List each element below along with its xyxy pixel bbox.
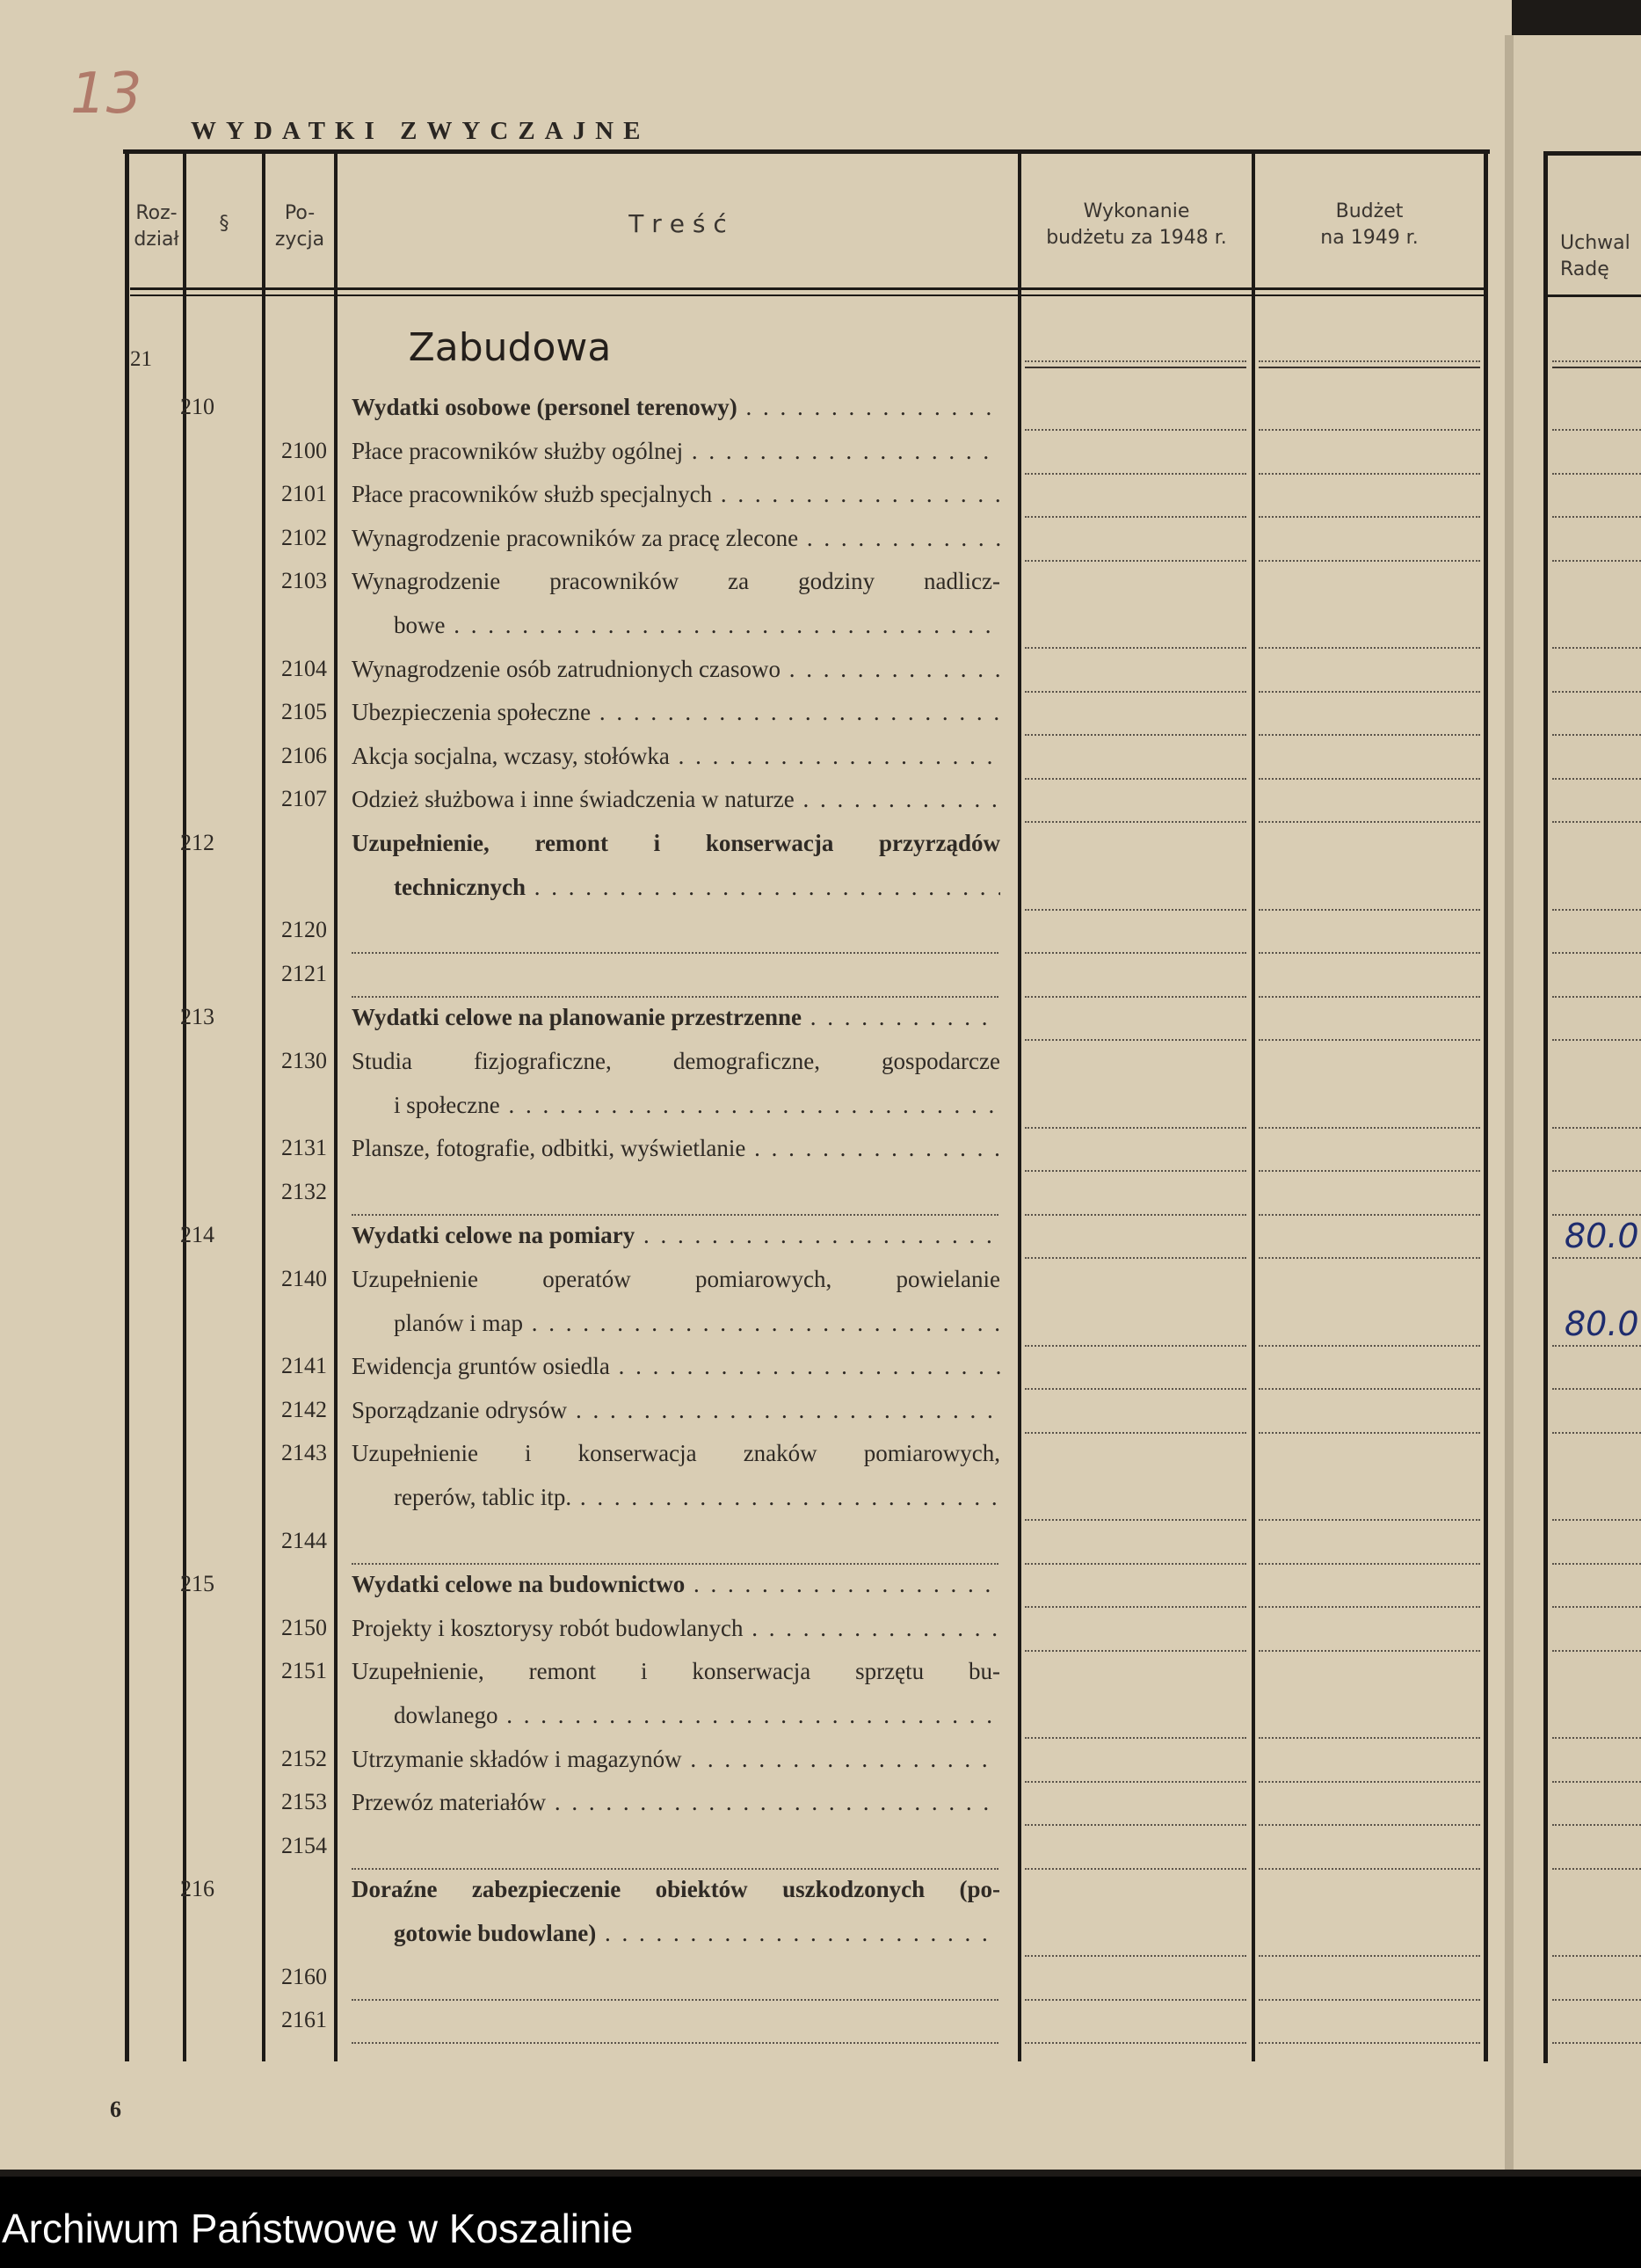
amount-line: [1025, 1563, 1246, 1565]
section-heading: WYDATKI ZWYCZAJNE: [191, 117, 650, 145]
table-row: [0, 1615, 1641, 1657]
pozycja-number: 2142: [281, 1397, 327, 1422]
table-row: [0, 1484, 1641, 1526]
table-row: [0, 1833, 1641, 1875]
pozycja-number: 2143: [281, 1440, 327, 1465]
amount-line: [1552, 1737, 1641, 1739]
blank-entry-line: [352, 996, 998, 998]
amount-line: [1552, 1955, 1641, 1957]
amount-line: [1259, 1606, 1480, 1608]
item-description: gotowie budowlane) . . .: [394, 1920, 1000, 1947]
amount-line: [1025, 1781, 1246, 1783]
pozycja-number: 2151: [281, 1658, 327, 1683]
pozycja-number: 2153: [281, 1789, 327, 1814]
amount-line: [1025, 1999, 1246, 2001]
item-description: Sporządzanie odrysów . . .: [352, 1397, 1000, 1424]
amount-line: [1025, 1824, 1246, 1826]
table-row: [0, 1305, 1641, 1352]
item-description: bowe . . .: [394, 612, 1000, 639]
amount-line: [1025, 360, 1246, 362]
amount-line: [1259, 367, 1480, 368]
amount-line: [1552, 1214, 1641, 1216]
pozycja-number: 2132: [281, 1179, 327, 1204]
item-description: Wydatki osobowe (personel terenowy) . . .: [352, 394, 1000, 421]
amount-line: [1259, 1170, 1480, 1172]
pozycja-number: 2131: [281, 1135, 327, 1160]
amount-line: [1552, 429, 1641, 431]
table-row: [0, 1179, 1641, 1221]
item-description: Uzupełnienie, remont i konserwacja sprzętu bu-: [352, 1658, 1000, 1684]
amount-line: [1025, 1039, 1246, 1041]
amount-line: [1025, 1127, 1246, 1129]
amount-line: [1259, 1868, 1480, 1870]
item-description: Akcja socjalna, wczasy, stołówka . . .: [352, 743, 1000, 770]
table-row: [0, 1135, 1641, 1177]
item-description: Plansze, fotografie, odbitki, wyświetlanie . . .: [352, 1135, 1000, 1162]
amount-line: [1552, 1345, 1641, 1347]
paragraf-number: 212: [180, 830, 214, 855]
table-row: [0, 1964, 1641, 2006]
item-description: Wynagrodzenie pracowników za godziny nadlicz-: [352, 568, 1000, 594]
item-description: Uzupełnienie i konserwacja znaków pomiarowych,: [352, 1440, 1000, 1466]
amount-line: [1259, 1257, 1480, 1259]
table-row: [0, 1876, 1641, 1918]
pozycja-number: 2105: [281, 699, 327, 724]
amount-line: [1259, 2042, 1480, 2044]
pozycja-number: 2154: [281, 1833, 327, 1858]
amount-line: [1552, 647, 1641, 649]
amount-line: [1259, 1432, 1480, 1434]
table-row: [0, 874, 1641, 916]
pozycja-number: 2104: [281, 656, 327, 681]
amount-line: [1552, 560, 1641, 562]
amount-line: [1552, 778, 1641, 780]
table-row: [0, 656, 1641, 698]
amount-line: [1259, 1781, 1480, 1783]
item-description: Przewóz materiałów . . .: [352, 1789, 1000, 1816]
pozycja-number: 2103: [281, 568, 327, 593]
pozycja-number: 2102: [281, 525, 327, 550]
amount-line: [1259, 360, 1480, 362]
amount-line: [1259, 1388, 1480, 1390]
amount-line: [1259, 1650, 1480, 1652]
amount-line: [1259, 996, 1480, 998]
amount-line: [1259, 647, 1480, 649]
amount-line: [1259, 1127, 1480, 1129]
amount-line: [1025, 367, 1246, 368]
amount-line: [1259, 1214, 1480, 1216]
amount-line: [1552, 367, 1641, 368]
amount-line: [1025, 996, 1246, 998]
paragraf-number: 214: [180, 1222, 214, 1247]
table-top-border: [123, 149, 1490, 154]
amount-line: [1552, 1257, 1641, 1259]
amount-line: [1259, 734, 1480, 736]
amount-line: [1025, 1432, 1246, 1434]
amount-line: [1025, 909, 1246, 911]
amount-line: [1025, 1257, 1246, 1259]
amount-line: [1259, 1999, 1480, 2001]
table-row: [0, 1353, 1641, 1395]
blank-entry-line: [352, 2042, 998, 2044]
item-description: Projekty i kosztorysy robót budowlanych . . .: [352, 1615, 1000, 1642]
pozycja-number: 2106: [281, 743, 327, 768]
table-row: [0, 1217, 1641, 1264]
table-row: [0, 1266, 1641, 1308]
pozycja-number: 2120: [281, 917, 327, 942]
table-row: [0, 743, 1641, 785]
amount-line: [1552, 821, 1641, 823]
table-row: [0, 394, 1641, 436]
amount-line: [1552, 360, 1641, 362]
amount-line: [1259, 1824, 1480, 1826]
amount-line: [1259, 821, 1480, 823]
table-row: [0, 1092, 1641, 1134]
amount-line: [1552, 1432, 1641, 1434]
item-description: Uzupełnienie, remont i konserwacja przyrządów: [352, 830, 1000, 856]
item-description: reperów, tablic itp. . . .: [394, 1484, 1000, 1511]
amount-line: [1259, 473, 1480, 475]
pozycja-number: 2130: [281, 1048, 327, 1073]
amount-line: [1552, 1039, 1641, 1041]
amount-line: [1025, 647, 1246, 649]
pozycja-number: 2160: [281, 1964, 327, 1989]
table-row: [0, 786, 1641, 828]
amount-line: [1552, 1999, 1641, 2001]
archive-label: Archiwum Państwowe w Koszalinie: [2, 2206, 634, 2251]
amount-line: [1552, 2042, 1641, 2044]
amount-line: [1025, 821, 1246, 823]
amount-line: [1259, 691, 1480, 693]
amount-line: [1552, 473, 1641, 475]
amount-line: [1552, 1781, 1641, 1783]
amount-line: [1552, 1519, 1641, 1521]
table-row: [0, 1048, 1641, 1090]
amount-line: [1025, 952, 1246, 954]
blank-entry-line: [352, 952, 998, 954]
amount-line: [1552, 1824, 1641, 1826]
table-row: [0, 1746, 1641, 1788]
item-description: Wydatki celowe na pomiary . . .: [352, 1222, 1000, 1249]
table-row: [0, 525, 1641, 567]
amount-line: [1259, 1039, 1480, 1041]
paragraf-number: 215: [180, 1571, 214, 1596]
table-row: [0, 830, 1641, 872]
item-description: Wynagrodzenie osób zatrudnionych czasowo . . .: [352, 656, 1000, 683]
amount-line: [1025, 734, 1246, 736]
paragraf-number: 213: [180, 1004, 214, 1029]
handwritten-amount: 80.0: [1565, 1217, 1639, 1255]
paragraf-number: 216: [180, 1876, 214, 1901]
amount-line: [1259, 1955, 1480, 1957]
handwritten-amount: 80.0: [1565, 1305, 1639, 1343]
item-description: Wydatki celowe na budownictwo . . .: [352, 1571, 1000, 1598]
table-row: [0, 1702, 1641, 1744]
amount-line: [1025, 516, 1246, 518]
amount-line: [1259, 952, 1480, 954]
pozycja-number: 2100: [281, 438, 327, 463]
amount-line: [1259, 909, 1480, 911]
amount-line: [1025, 1170, 1246, 1172]
header-wykonanie: Wykonanie budżetu za 1948 r.: [1046, 200, 1227, 249]
item-description: Płace pracowników służby ogólnej . . .: [352, 438, 1000, 465]
amount-line: [1552, 952, 1641, 954]
item-description: planów i map . . .: [394, 1310, 1000, 1337]
pozycja-number: 2152: [281, 1746, 327, 1771]
header-budzet: Budżet na 1949 r.: [1320, 200, 1419, 249]
table-row: [0, 1004, 1641, 1046]
amount-line: [1025, 473, 1246, 475]
amount-line: [1025, 691, 1246, 693]
paragraf-number: 210: [180, 394, 214, 419]
amount-line: [1259, 778, 1480, 780]
table-row: [0, 1440, 1641, 1482]
pozycja-number: 2141: [281, 1353, 327, 1378]
amount-line: [1552, 734, 1641, 736]
item-description: dowlanego . . .: [394, 1702, 1000, 1729]
table-row: [0, 917, 1641, 959]
page-number: 6: [110, 2097, 121, 2122]
amount-line: [1259, 1519, 1480, 1521]
item-description: Wydatki celowe na planowanie przestrzenne . . .: [352, 1004, 1000, 1031]
header-rozdzial: Roz- dział: [134, 202, 179, 251]
amount-line: [1025, 1650, 1246, 1652]
header-uchwalony: Uchwal Radę: [1560, 232, 1630, 280]
amount-line: [1025, 1214, 1246, 1216]
amount-line: [1025, 560, 1246, 562]
amount-line: [1552, 996, 1641, 998]
amount-line: [1025, 2042, 1246, 2044]
item-description: Ewidencja gruntów osiedla . . .: [352, 1353, 1000, 1380]
chapter-title: Zabudowa: [408, 325, 612, 370]
table-row: [0, 1920, 1641, 1962]
item-description: Doraźne zabezpieczenie obiektów uszkodzonych (po-: [352, 1876, 1000, 1902]
table-row: [0, 568, 1641, 610]
table-row: [0, 612, 1641, 654]
amount-line: [1259, 1737, 1480, 1739]
header-paragraf: §: [219, 213, 229, 235]
table-row: [0, 2007, 1641, 2049]
amount-line: [1025, 1606, 1246, 1608]
blank-entry-line: [352, 1214, 998, 1216]
amount-line: [1259, 1345, 1480, 1347]
amount-line: [1259, 560, 1480, 562]
item-description: technicznych . . .: [394, 874, 1000, 901]
amount-line: [1025, 429, 1246, 431]
item-description: Ubezpieczenia społeczne . . .: [352, 699, 1000, 726]
table-row: [0, 1789, 1641, 1831]
right-page-top-border: [1545, 151, 1641, 156]
amount-line: [1259, 516, 1480, 518]
item-description: Studia fizjograficzne, demograficzne, gospodarcze: [352, 1048, 1000, 1074]
item-description: Płace pracowników służb specjalnych . . .: [352, 481, 1000, 508]
pozycja-number: 2101: [281, 481, 327, 506]
amount-line: [1025, 1519, 1246, 1521]
header-tresc: T r e ś ć: [628, 209, 727, 238]
pozycja-number: 2144: [281, 1528, 327, 1553]
amount-line: [1552, 1650, 1641, 1652]
item-description: Uzupełnienie operatów pomiarowych, powielanie: [352, 1266, 1000, 1292]
amount-line: [1552, 1388, 1641, 1390]
table-row: [0, 699, 1641, 741]
amount-line: [1552, 1563, 1641, 1565]
chapter-number: 21: [130, 347, 152, 371]
amount-line: [1025, 1868, 1246, 1870]
table-row: [0, 438, 1641, 480]
amount-line: [1552, 1127, 1641, 1129]
amount-line: [1552, 1170, 1641, 1172]
pozycja-number: 2150: [281, 1615, 327, 1640]
item-description: Odzież służbowa i inne świadczenia w naturze . . .: [352, 786, 1000, 813]
amount-line: [1552, 1606, 1641, 1608]
table-row: [0, 481, 1641, 523]
handwritten-page-number: 13: [70, 62, 142, 127]
pozycja-number: 2121: [281, 961, 327, 986]
amount-line: [1552, 691, 1641, 693]
table-row: [0, 1658, 1641, 1700]
table-row: [0, 1528, 1641, 1570]
amount-line: [1025, 1737, 1246, 1739]
header-pozycja: Po- zycja: [274, 202, 325, 251]
table-row: [0, 961, 1641, 1003]
item-description: Wynagrodzenie pracowników za pracę zlecone . . .: [352, 525, 1000, 552]
pozycja-number: 2140: [281, 1266, 327, 1291]
amount-line: [1259, 429, 1480, 431]
amount-line: [1259, 1563, 1480, 1565]
amount-line: [1025, 1955, 1246, 1957]
pozycja-number: 2107: [281, 786, 327, 811]
amount-line: [1552, 516, 1641, 518]
amount-line: [1552, 909, 1641, 911]
item-description: i społeczne . . .: [394, 1092, 1000, 1119]
pozycja-number: 2161: [281, 2007, 327, 2032]
blank-entry-line: [352, 1563, 998, 1565]
right-page-header-border: [1545, 294, 1641, 297]
item-description: Utrzymanie składów i magazynów . . .: [352, 1746, 1000, 1773]
table-row: [0, 1397, 1641, 1439]
amount-line: [1025, 778, 1246, 780]
amount-line: [1552, 1868, 1641, 1870]
table-row: [0, 1571, 1641, 1613]
amount-line: [1025, 1388, 1246, 1390]
blank-entry-line: [352, 1868, 998, 1870]
amount-line: [1025, 1345, 1246, 1347]
blank-entry-line: [352, 1999, 998, 2001]
